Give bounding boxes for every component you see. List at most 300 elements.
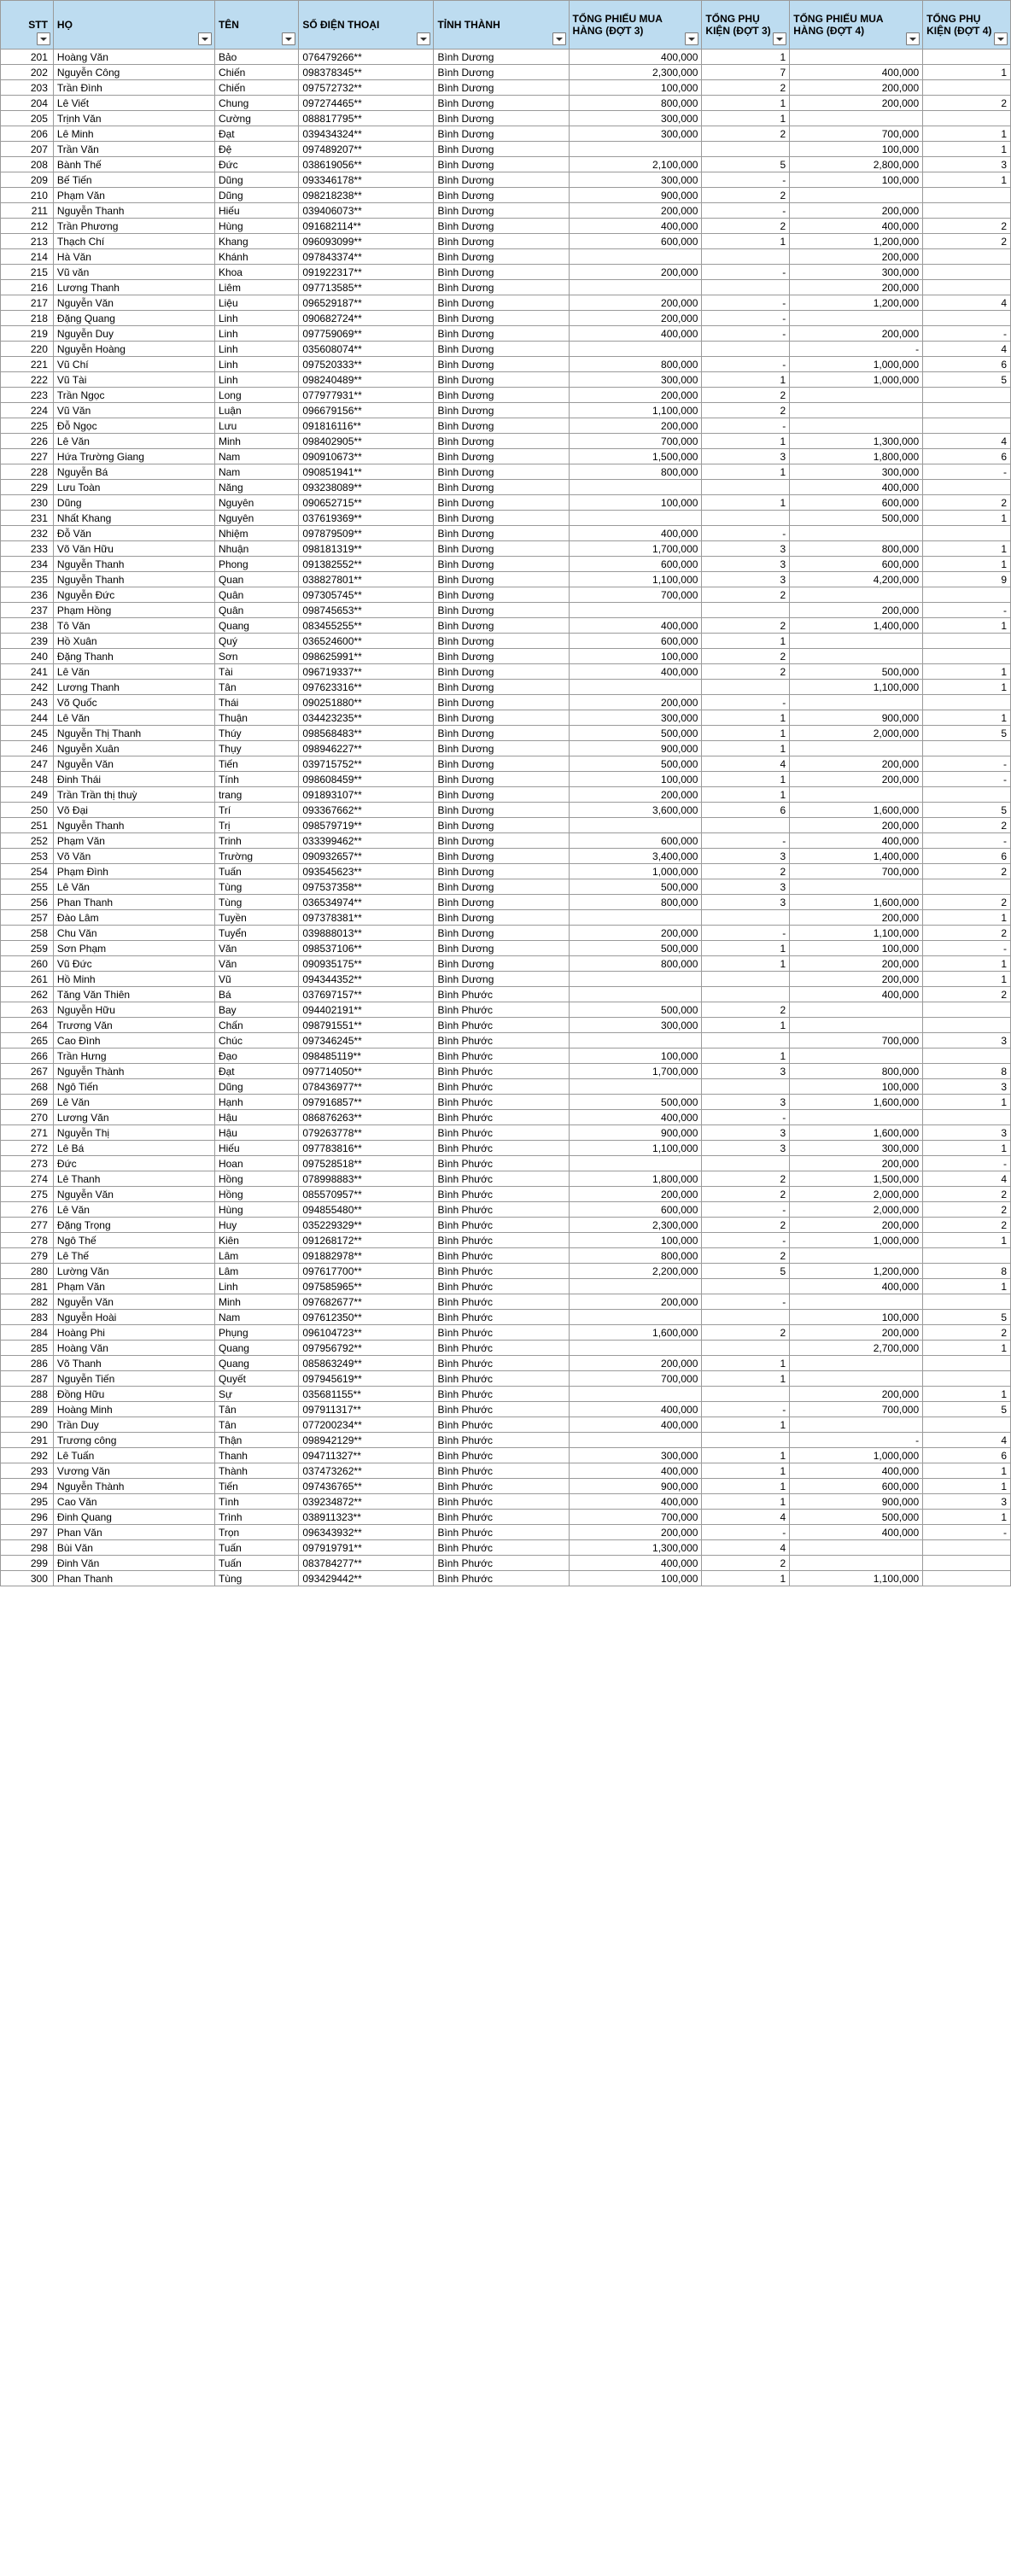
cell-n3: [790, 388, 923, 403]
cell-stt: 260: [1, 956, 54, 972]
cell-tinh: Bình Dương: [434, 495, 569, 511]
table-row[interactable]: [1, 818, 1011, 833]
table-row[interactable]: [1, 249, 1011, 265]
cell-ho: Võ Văn Hữu: [53, 541, 214, 557]
cell-n4: -: [923, 833, 1011, 849]
cell-sdt: 096529187**: [299, 295, 434, 311]
table-row[interactable]: [1, 1079, 1011, 1095]
cell-n3: 200,000: [790, 972, 923, 987]
table-row[interactable]: [1, 1540, 1011, 1556]
cell-n4: 9: [923, 572, 1011, 587]
cell-sdt: 097623316**: [299, 680, 434, 695]
table-row[interactable]: [1, 234, 1011, 249]
cell-n1: 300,000: [569, 172, 702, 188]
table-row[interactable]: [1, 649, 1011, 664]
cell-stt: 220: [1, 342, 54, 357]
table-row[interactable]: [1, 280, 1011, 295]
table-row[interactable]: [1, 1279, 1011, 1294]
cell-n3: 400,000: [790, 219, 923, 234]
table-row[interactable]: [1, 1264, 1011, 1279]
cell-n2: -: [702, 1402, 790, 1417]
table-row[interactable]: [1, 1371, 1011, 1387]
cell-n3: 800,000: [790, 1064, 923, 1079]
cell-sdt: 098625991**: [299, 649, 434, 664]
table-row[interactable]: [1, 157, 1011, 172]
cell-ten: Nguyên: [214, 495, 298, 511]
cell-n2: 1: [702, 1463, 790, 1479]
cell-stt: 242: [1, 680, 54, 695]
cell-stt: 282: [1, 1294, 54, 1310]
table-row[interactable]: [1, 188, 1011, 203]
cell-n4: 1: [923, 1095, 1011, 1110]
cell-sdt: 035608074**: [299, 342, 434, 357]
cell-n3: 1,100,000: [790, 1571, 923, 1586]
cell-n4: 1: [923, 65, 1011, 80]
table-row[interactable]: [1, 726, 1011, 741]
cell-n3: [790, 634, 923, 649]
cell-ho: Lương Văn: [53, 1110, 214, 1125]
table-row[interactable]: [1, 557, 1011, 572]
cell-ten: Linh: [214, 342, 298, 357]
cell-ten: Bảo: [214, 50, 298, 65]
cell-n3: 1,600,000: [790, 803, 923, 818]
cell-n2: 1: [702, 1571, 790, 1586]
cell-n2: [702, 987, 790, 1002]
cell-n1: 800,000: [569, 956, 702, 972]
cell-ho: Nguyễn Văn: [53, 756, 214, 772]
cell-n1: 100,000: [569, 495, 702, 511]
table-row[interactable]: [1, 1341, 1011, 1356]
cell-n2: [702, 1079, 790, 1095]
cell-n4: 1: [923, 680, 1011, 695]
filter-dropdown-icon[interactable]: [282, 32, 295, 45]
cell-tinh: Bình Dương: [434, 219, 569, 234]
cell-n1: 600,000: [569, 234, 702, 249]
filter-dropdown-icon[interactable]: [198, 32, 212, 45]
cell-n1: 1,700,000: [569, 1064, 702, 1079]
cell-tinh: Bình Phước: [434, 1248, 569, 1264]
cell-ten: Phong: [214, 557, 298, 572]
table-row[interactable]: [1, 1525, 1011, 1540]
cell-tinh: Bình Dương: [434, 680, 569, 695]
cell-n2: -: [702, 172, 790, 188]
cell-ten: Nguyên: [214, 511, 298, 526]
cell-tinh: Bình Dương: [434, 741, 569, 756]
table-row[interactable]: [1, 388, 1011, 403]
table-row[interactable]: [1, 1110, 1011, 1125]
table-row[interactable]: [1, 1510, 1011, 1525]
table-row[interactable]: [1, 1095, 1011, 1110]
table-row[interactable]: [1, 1018, 1011, 1033]
cell-n4: [923, 80, 1011, 96]
cell-n2: [702, 280, 790, 295]
cell-ho: Nguyễn Văn: [53, 1187, 214, 1202]
table-row[interactable]: [1, 464, 1011, 480]
cell-ten: Lưu: [214, 418, 298, 434]
cell-ho: Đinh Quang: [53, 1510, 214, 1525]
table-row[interactable]: [1, 1310, 1011, 1325]
cell-sdt: 090851941**: [299, 464, 434, 480]
cell-n4: -: [923, 1156, 1011, 1171]
table-row[interactable]: [1, 618, 1011, 634]
cell-stt: 278: [1, 1233, 54, 1248]
table-row[interactable]: [1, 403, 1011, 418]
cell-tinh: Bình Dương: [434, 434, 569, 449]
cell-ho: Nguyễn Thanh: [53, 557, 214, 572]
cell-n3: 4,200,000: [790, 572, 923, 587]
table-row[interactable]: [1, 1448, 1011, 1463]
cell-n3: 1,600,000: [790, 895, 923, 910]
table-row[interactable]: [1, 541, 1011, 557]
cell-stt: 257: [1, 910, 54, 926]
cell-stt: 206: [1, 126, 54, 142]
cell-tinh: Bình Phước: [434, 1294, 569, 1310]
cell-sdt: 039406073**: [299, 203, 434, 219]
cell-tinh: Bình Dương: [434, 295, 569, 311]
table-row[interactable]: [1, 111, 1011, 126]
cell-n1: [569, 603, 702, 618]
table-row[interactable]: [1, 1387, 1011, 1402]
table-row[interactable]: [1, 295, 1011, 311]
table-row[interactable]: [1, 664, 1011, 680]
cell-stt: 265: [1, 1033, 54, 1049]
cell-tinh: Bình Phước: [434, 1264, 569, 1279]
cell-n4: -: [923, 1525, 1011, 1540]
cell-sdt: 091682114**: [299, 219, 434, 234]
cell-sdt: 097759069**: [299, 326, 434, 342]
cell-stt: 246: [1, 741, 54, 756]
table-row[interactable]: [1, 587, 1011, 603]
cell-stt: 212: [1, 219, 54, 234]
table-row[interactable]: [1, 203, 1011, 219]
cell-n2: 1: [702, 710, 790, 726]
table-row[interactable]: [1, 572, 1011, 587]
table-row[interactable]: [1, 756, 1011, 772]
table-row[interactable]: [1, 803, 1011, 818]
cell-n1: 900,000: [569, 1125, 702, 1141]
cell-n3: [790, 111, 923, 126]
table-row[interactable]: [1, 526, 1011, 541]
cell-n2: 2: [702, 188, 790, 203]
cell-n3: 900,000: [790, 1494, 923, 1510]
table-row[interactable]: [1, 1064, 1011, 1079]
table-row[interactable]: [1, 1033, 1011, 1049]
cell-sdt: 037473262**: [299, 1463, 434, 1479]
table-row[interactable]: [1, 1463, 1011, 1479]
cell-ho: Hứa Trường Giang: [53, 449, 214, 464]
cell-n1: 200,000: [569, 311, 702, 326]
table-row[interactable]: [1, 634, 1011, 649]
cell-ho: Nguyễn Tiến: [53, 1371, 214, 1387]
cell-n3: 400,000: [790, 987, 923, 1002]
filter-dropdown-icon[interactable]: [773, 32, 786, 45]
cell-ten: Quân: [214, 587, 298, 603]
cell-n3: [790, 741, 923, 756]
cell-ho: Lê Văn: [53, 1202, 214, 1218]
cell-sdt: 098218238**: [299, 188, 434, 203]
cell-stt: 259: [1, 941, 54, 956]
table-row[interactable]: [1, 311, 1011, 326]
table-row[interactable]: [1, 495, 1011, 511]
table-row[interactable]: [1, 895, 1011, 910]
table-row[interactable]: [1, 849, 1011, 864]
table-row[interactable]: [1, 772, 1011, 787]
table-row[interactable]: [1, 1248, 1011, 1264]
cell-n4: 1: [923, 618, 1011, 634]
cell-stt: 271: [1, 1125, 54, 1141]
cell-n2: -: [702, 1294, 790, 1310]
cell-n3: 500,000: [790, 511, 923, 526]
cell-stt: 295: [1, 1494, 54, 1510]
cell-ho: Nguyễn Bá: [53, 464, 214, 480]
cell-n1: 400,000: [569, 50, 702, 65]
filter-dropdown-icon[interactable]: [37, 32, 50, 45]
table-row[interactable]: [1, 926, 1011, 941]
cell-n3: 1,000,000: [790, 1233, 923, 1248]
cell-n2: 4: [702, 1540, 790, 1556]
table-row[interactable]: [1, 96, 1011, 111]
table-row[interactable]: [1, 265, 1011, 280]
cell-n2: 2: [702, 1187, 790, 1202]
cell-n4: 1: [923, 541, 1011, 557]
cell-ten: Khánh: [214, 249, 298, 265]
cell-sdt: 090652715**: [299, 495, 434, 511]
cell-n2: 2: [702, 1002, 790, 1018]
cell-ten: Linh: [214, 311, 298, 326]
table-row[interactable]: [1, 1356, 1011, 1371]
cell-n1: 400,000: [569, 664, 702, 680]
cell-sdt: 098378345**: [299, 65, 434, 80]
cell-ho: Trần Trần thị thuỳ: [53, 787, 214, 803]
cell-n2: 3: [702, 449, 790, 464]
table-row[interactable]: [1, 910, 1011, 926]
cell-n4: 3: [923, 1494, 1011, 1510]
filter-dropdown-icon[interactable]: [685, 32, 698, 45]
table-row[interactable]: [1, 1325, 1011, 1341]
cell-n1: [569, 142, 702, 157]
table-row[interactable]: [1, 449, 1011, 464]
table-row[interactable]: [1, 1417, 1011, 1433]
cell-ho: Vũ Văn: [53, 403, 214, 418]
table-row[interactable]: [1, 864, 1011, 879]
table-row[interactable]: [1, 1187, 1011, 1202]
cell-stt: 286: [1, 1356, 54, 1371]
table-row[interactable]: [1, 972, 1011, 987]
cell-ten: Thuận: [214, 710, 298, 726]
cell-tinh: Bình Phước: [434, 1540, 569, 1556]
cell-n4: 1: [923, 1279, 1011, 1294]
cell-n1: 500,000: [569, 1002, 702, 1018]
cell-n4: -: [923, 941, 1011, 956]
cell-sdt: 090910673**: [299, 449, 434, 464]
cell-tinh: Bình Dương: [434, 50, 569, 65]
cell-n4: 2: [923, 234, 1011, 249]
cell-n4: 1: [923, 1510, 1011, 1525]
table-row[interactable]: [1, 142, 1011, 157]
table-row[interactable]: [1, 1556, 1011, 1571]
cell-n3: 500,000: [790, 1510, 923, 1525]
cell-ten: Nam: [214, 1310, 298, 1325]
cell-n1: [569, 1279, 702, 1294]
cell-n3: [790, 526, 923, 541]
table-row[interactable]: [1, 1218, 1011, 1233]
filter-dropdown-icon[interactable]: [552, 32, 566, 45]
cell-n1: 100,000: [569, 1233, 702, 1248]
cell-ho: Hồ Minh: [53, 972, 214, 987]
table-row[interactable]: [1, 50, 1011, 65]
cell-ten: Năng: [214, 480, 298, 495]
cell-n1: 400,000: [569, 326, 702, 342]
cell-n1: 500,000: [569, 726, 702, 741]
table-row[interactable]: [1, 710, 1011, 726]
cell-ten: Chiến: [214, 65, 298, 80]
cell-n3: 400,000: [790, 480, 923, 495]
table-row[interactable]: [1, 480, 1011, 495]
cell-n2: -: [702, 833, 790, 849]
table-row[interactable]: [1, 1125, 1011, 1141]
table-row[interactable]: [1, 741, 1011, 756]
table-row[interactable]: [1, 219, 1011, 234]
table-row[interactable]: [1, 1433, 1011, 1448]
cell-stt: 228: [1, 464, 54, 480]
table-row[interactable]: [1, 1479, 1011, 1494]
table-row[interactable]: [1, 1571, 1011, 1586]
cell-n2: -: [702, 1110, 790, 1125]
cell-stt: 208: [1, 157, 54, 172]
cell-ten: Cường: [214, 111, 298, 126]
table-row[interactable]: [1, 1233, 1011, 1248]
table-row[interactable]: [1, 987, 1011, 1002]
cell-n4: 1: [923, 664, 1011, 680]
cell-n1: [569, 1310, 702, 1325]
cell-ten: Hồng: [214, 1187, 298, 1202]
cell-ho: Đào Lâm: [53, 910, 214, 926]
cell-ho: Vũ Đức: [53, 956, 214, 972]
cell-stt: 201: [1, 50, 54, 65]
table-row[interactable]: [1, 879, 1011, 895]
table-row[interactable]: [1, 126, 1011, 142]
cell-n3: [790, 879, 923, 895]
filter-dropdown-icon[interactable]: [417, 32, 430, 45]
cell-tinh: Bình Phước: [434, 1341, 569, 1356]
cell-stt: 226: [1, 434, 54, 449]
cell-n2: [702, 480, 790, 495]
table-row[interactable]: [1, 172, 1011, 188]
cell-ho: Nhất Khang: [53, 511, 214, 526]
cell-n1: 200,000: [569, 787, 702, 803]
table-row[interactable]: [1, 80, 1011, 96]
cell-sdt: 097612350**: [299, 1310, 434, 1325]
cell-ho: Đặng Thanh: [53, 649, 214, 664]
cell-tinh: Bình Phước: [434, 1479, 569, 1494]
cell-n4: [923, 1571, 1011, 1586]
table-row[interactable]: [1, 680, 1011, 695]
cell-ten: Tùng: [214, 895, 298, 910]
cell-n1: 600,000: [569, 833, 702, 849]
cell-sdt: 036524600**: [299, 634, 434, 649]
cell-stt: 233: [1, 541, 54, 557]
cell-n2: [702, 511, 790, 526]
cell-ho: Trần Duy: [53, 1417, 214, 1433]
cell-n4: 5: [923, 372, 1011, 388]
cell-stt: 225: [1, 418, 54, 434]
cell-n2: 2: [702, 587, 790, 603]
cell-ten: Tân: [214, 1402, 298, 1417]
cell-ten: Tiến: [214, 756, 298, 772]
cell-sdt: 090935175**: [299, 956, 434, 972]
cell-n2: -: [702, 1233, 790, 1248]
cell-sdt: 039434324**: [299, 126, 434, 142]
cell-ho: Đức: [53, 1156, 214, 1171]
table-row[interactable]: [1, 1402, 1011, 1417]
cell-n4: 1: [923, 956, 1011, 972]
table-row[interactable]: [1, 1156, 1011, 1171]
cell-stt: 272: [1, 1141, 54, 1156]
table-row[interactable]: [1, 941, 1011, 956]
cell-n4: [923, 280, 1011, 295]
cell-ten: Bay: [214, 1002, 298, 1018]
table-row[interactable]: [1, 372, 1011, 388]
table-row[interactable]: [1, 434, 1011, 449]
table-row[interactable]: [1, 833, 1011, 849]
table-row[interactable]: [1, 695, 1011, 710]
table-row[interactable]: [1, 511, 1011, 526]
table-row[interactable]: [1, 326, 1011, 342]
table-row[interactable]: [1, 65, 1011, 80]
table-row[interactable]: [1, 787, 1011, 803]
cell-n1: 3,600,000: [569, 803, 702, 818]
cell-ho: Đỗ Văn: [53, 526, 214, 541]
cell-ten: Chiến: [214, 80, 298, 96]
table-row[interactable]: [1, 1002, 1011, 1018]
filter-dropdown-icon[interactable]: [994, 32, 1008, 45]
cell-stt: 227: [1, 449, 54, 464]
cell-tinh: Bình Phước: [434, 1463, 569, 1479]
cell-ten: Dũng: [214, 188, 298, 203]
table-row[interactable]: [1, 1494, 1011, 1510]
cell-ten: Nam: [214, 464, 298, 480]
cell-n3: 200,000: [790, 603, 923, 618]
table-row[interactable]: [1, 357, 1011, 372]
table-row[interactable]: [1, 418, 1011, 434]
cell-n1: 1,100,000: [569, 1141, 702, 1156]
cell-n1: 800,000: [569, 357, 702, 372]
table-row[interactable]: [1, 1294, 1011, 1310]
table-row[interactable]: [1, 1202, 1011, 1218]
table-row[interactable]: [1, 603, 1011, 618]
cell-n1: 200,000: [569, 265, 702, 280]
table-row[interactable]: [1, 342, 1011, 357]
cell-tinh: Bình Phước: [434, 1356, 569, 1371]
cell-n1: [569, 480, 702, 495]
cell-sdt: 038911323**: [299, 1510, 434, 1525]
cell-stt: 281: [1, 1279, 54, 1294]
cell-n2: 2: [702, 1556, 790, 1571]
table-row[interactable]: [1, 1049, 1011, 1064]
filter-dropdown-icon[interactable]: [906, 32, 920, 45]
table-row[interactable]: [1, 1171, 1011, 1187]
cell-sdt: 097274465**: [299, 96, 434, 111]
cell-n4: [923, 265, 1011, 280]
cell-ho: Lê Văn: [53, 879, 214, 895]
cell-n2: -: [702, 326, 790, 342]
cell-stt: 283: [1, 1310, 54, 1325]
table-row[interactable]: [1, 1141, 1011, 1156]
table-row[interactable]: [1, 956, 1011, 972]
cell-n4: 3: [923, 1033, 1011, 1049]
cell-n2: 3: [702, 572, 790, 587]
cell-n4: -: [923, 756, 1011, 772]
